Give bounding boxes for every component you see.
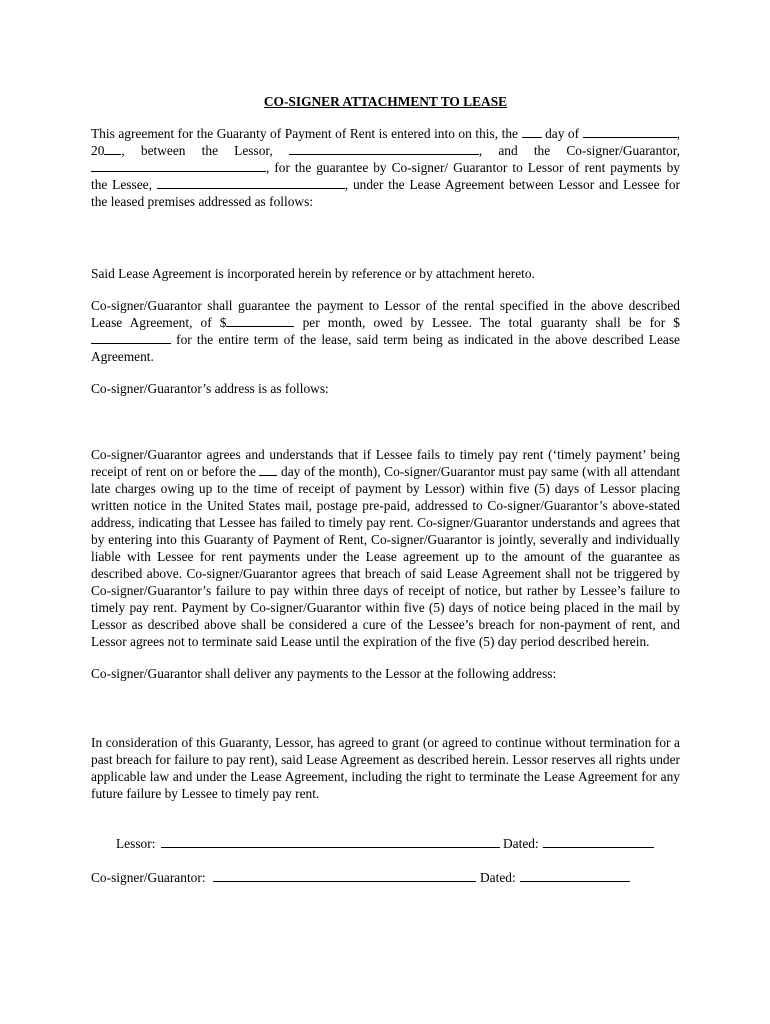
consideration-paragraph: In consideration of this Guaranty, Lessor, has agreed to grant (or agreed to continue without termination for a past breach for failure to pay rent), said Lease Agreement as described herein. Lessor reserves all rights under applicable law and under the Lease Agreement, including the right to terminate the Lease Agreement for any future failure by Lessee to timely pay rent. bbox=[91, 735, 680, 801]
monthly-rent-blank[interactable] bbox=[226, 314, 294, 327]
cosigner-label: Co-signer/Guarantor: bbox=[91, 870, 206, 885]
total-guaranty-blank[interactable] bbox=[91, 331, 171, 344]
document-title: CO-SIGNER ATTACHMENT TO LEASE bbox=[263, 94, 508, 109]
due-day-blank[interactable] bbox=[259, 463, 277, 476]
cosigner-date-line[interactable] bbox=[520, 881, 630, 882]
payment-address-paragraph: Co-signer/Guarantor shall deliver any payments to the Lessor at the following address: bbox=[91, 666, 557, 681]
lessor-date-line[interactable] bbox=[543, 847, 654, 848]
cosigner-signature-row bbox=[91, 869, 680, 886]
lessor-name-blank[interactable] bbox=[289, 142, 479, 155]
cosigner-address-paragraph: Co-signer/Guarantor’s address is as follows: bbox=[91, 381, 329, 396]
lessor-signature-row bbox=[91, 835, 680, 852]
document-page bbox=[91, 93, 680, 886]
cosigner-signature-line[interactable] bbox=[213, 881, 476, 882]
month-blank[interactable] bbox=[583, 125, 677, 138]
lessee-name-blank[interactable] bbox=[157, 176, 345, 189]
lessor-signature-line[interactable] bbox=[161, 847, 500, 848]
cosigner-dated-label: Dated: bbox=[480, 870, 516, 885]
day-blank[interactable] bbox=[522, 125, 542, 138]
payment-obligation-paragraph: Co-signer/Guarantor agrees and understands that if Lessee fails to timely pay rent (‘timely payment’ being receipt of rent on or before the day of the month), Co-signer/Guarantor must pay same (with all attendant late charges owing up to the time of receipt of payment by Lessor) within five (5) days of Lessor placing written notice in the United States mail, postage pre-paid, addressed to Co-signer/Guarantor’s above-stated address, indicating that Lessee has failed to timely pay rent. Co-signer/Guarantor understands and agrees that by entering into this Guaranty of Payment of Rent, Co-signer/Guarantor is jointly, severally and individually liable with Lessee for rent payments under the Lease agreement up to the amount of the guarantee as described above. Co-signer/Guarantor agrees that breach of said Lease Agreement shall not be triggered by Co-signer/Guarantor’s failure to pay within three days of receipt of notice, but rather by Lessee’s failure to timely pay rent. Payment by Co-signer/Guarantor within five (5) days of notice being placed in the mail by Lessor as described above shall be considered a cure of the Lessee’s breach for non-payment of rent, and Lessor agrees not to terminate said Lease until the expiration of the five (5) day period described herein. bbox=[91, 447, 680, 649]
year-blank[interactable] bbox=[104, 142, 121, 155]
agreement-intro-paragraph: This agreement for the Guaranty of Payment of Rent is entered into on this, the day of , 20 , between the Lessor, , and the Co-signer/Guarantor, , for the guarantee by Co-signer/ Guarantor to Lessor of rent payments by the Lessee, , under the Lease Agreement between Lessor and Lessee for the leased premises addressed as follows: bbox=[91, 126, 680, 209]
incorporation-paragraph: Said Lease Agreement is incorporated herein by reference or by attachment hereto. bbox=[91, 266, 535, 281]
lessor-dated-label: Dated: bbox=[503, 836, 539, 851]
cosigner-name-blank[interactable] bbox=[91, 159, 266, 172]
guarantee-amount-paragraph: Co-signer/Guarantor shall guarantee the payment to Lessor of the rental specified in the above described Lease Agreement, of $ per month, owed by Lessee. The total guaranty shall be for $ for the entire term of the lease, said term being as indicated in the above described Lease Agreement. bbox=[91, 298, 680, 364]
lessor-label: Lessor: bbox=[116, 836, 156, 851]
